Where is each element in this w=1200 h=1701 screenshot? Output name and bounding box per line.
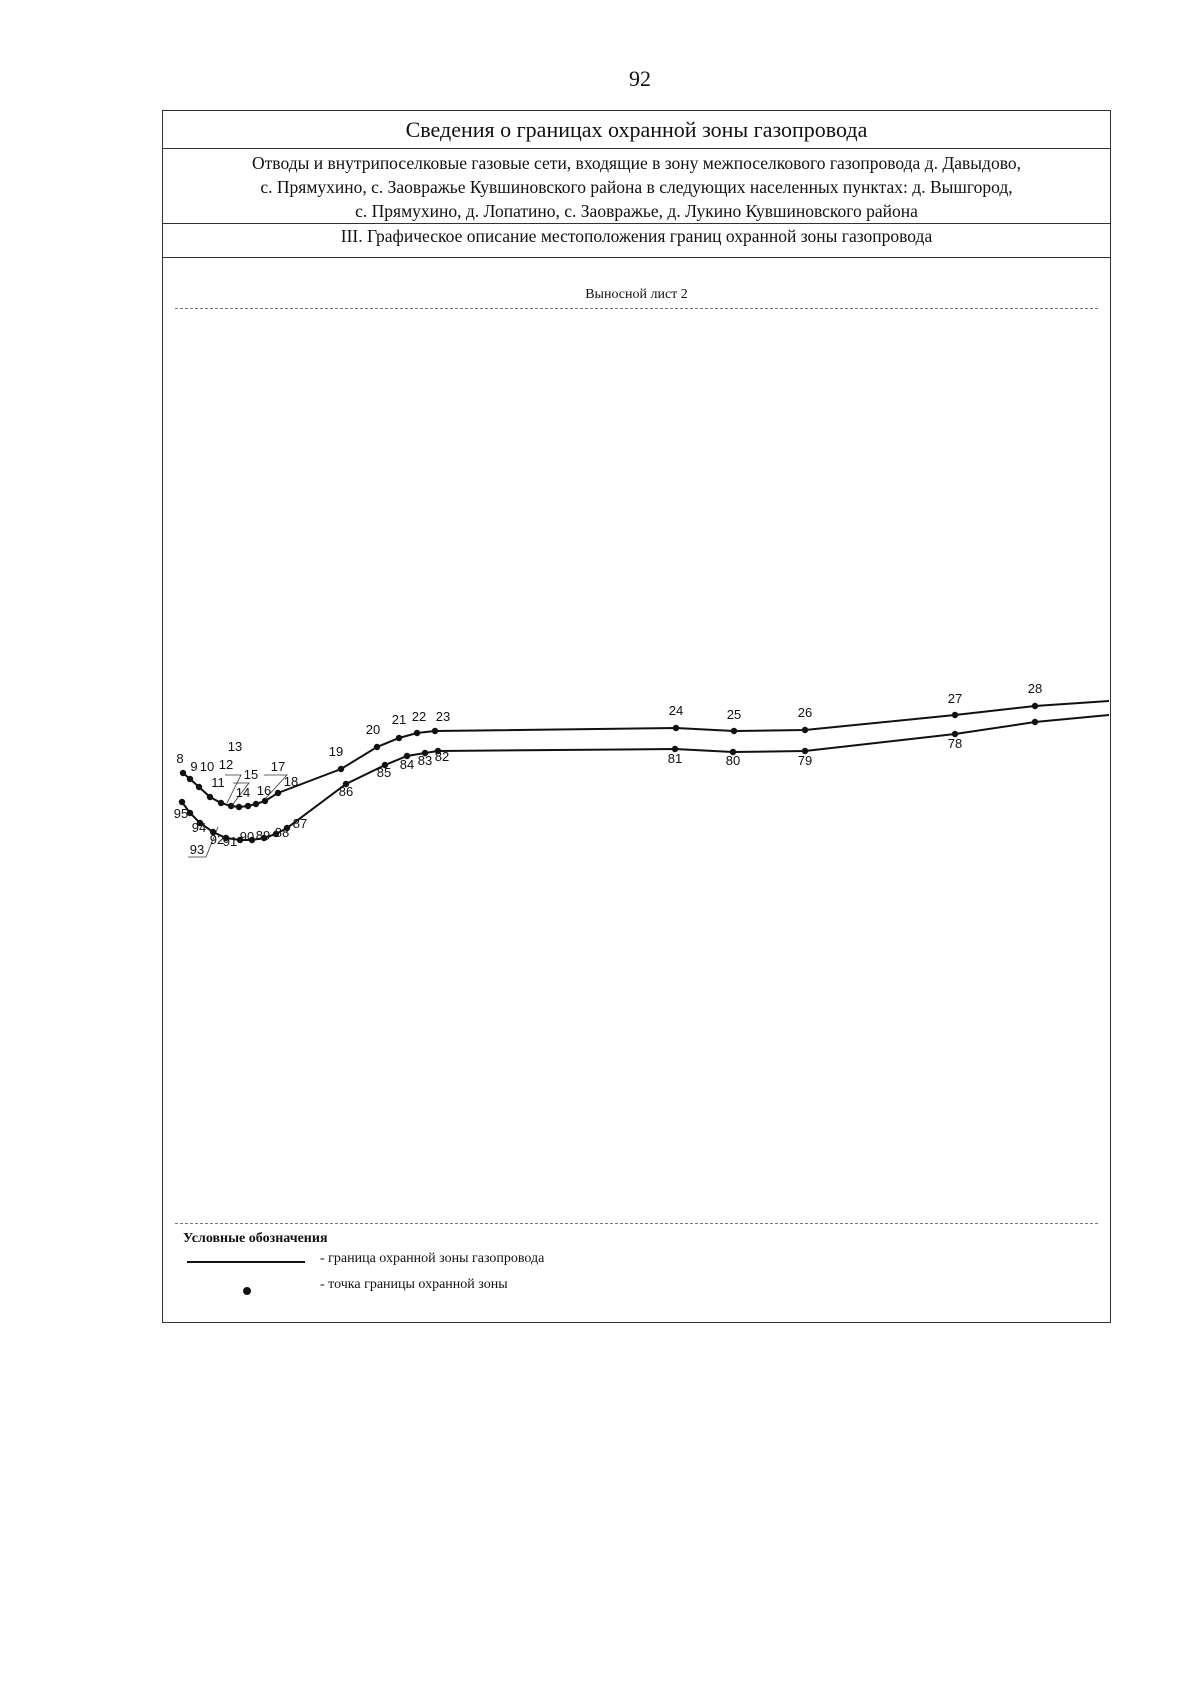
point-label-83: 83 xyxy=(417,753,433,768)
point-label-12: 12 xyxy=(218,757,234,772)
boundary-point-26 xyxy=(802,727,808,733)
boundary-point-20 xyxy=(374,744,380,750)
point-label-14: 14 xyxy=(235,785,251,800)
boundary-point-19 xyxy=(338,766,344,772)
boundary-point-14 xyxy=(236,804,242,810)
boundary-point-9 xyxy=(187,776,193,782)
boundary-point-11 xyxy=(207,794,213,800)
boundary-drawing xyxy=(163,111,1109,1211)
point-label-82: 82 xyxy=(434,749,450,764)
description-line: с. Прямухино, с. Заовражье Кувшиновского района в следующих населенных пунктах: д. Вышгород, xyxy=(260,177,1013,197)
point-label-81: 81 xyxy=(667,751,683,766)
point-label-95: 95 xyxy=(173,806,189,821)
point-label-22: 22 xyxy=(411,709,427,724)
point-label-89: 89 xyxy=(255,828,271,843)
point-label-24: 24 xyxy=(668,703,684,718)
document-title: Сведения о границах охранной зоны газопровода xyxy=(163,111,1110,149)
point-label-28: 28 xyxy=(1027,681,1043,696)
legend-title: Условные обозначения xyxy=(183,1231,328,1246)
point-label-91: 91 xyxy=(222,834,238,849)
point-label-25: 25 xyxy=(726,707,742,722)
point-label-8: 8 xyxy=(176,751,184,766)
point-label-78: 78 xyxy=(947,736,963,751)
point-label-79: 79 xyxy=(797,753,813,768)
point-label-9: 9 xyxy=(190,759,198,774)
boundary-point-25 xyxy=(731,728,737,734)
boundary-point-18 xyxy=(275,790,281,796)
point-label-85: 85 xyxy=(376,765,392,780)
boundary-point-95 xyxy=(179,799,185,805)
legend-dot-symbol xyxy=(243,1287,251,1295)
point-label-93: 93 xyxy=(189,842,205,857)
boundary-point-24 xyxy=(673,725,679,731)
section-title: III. Графическое описание местоположения границ охранной зоны газопровода xyxy=(163,224,1110,258)
legend-line-symbol xyxy=(187,1261,305,1263)
point-label-88: 88 xyxy=(274,825,290,840)
legend-line-label: - граница охранной зоны газопровода xyxy=(320,1251,545,1266)
boundary-point-28 xyxy=(1032,703,1038,709)
description-line: с. Прямухино, д. Лопатино, с. Заовражье, д. Лукино Кувшиновского района xyxy=(355,201,918,221)
boundary-point-22 xyxy=(414,730,420,736)
point-label-80: 80 xyxy=(725,753,741,768)
point-label-27: 27 xyxy=(947,691,963,706)
boundary-point-8 xyxy=(180,770,186,776)
point-label-19: 19 xyxy=(328,744,344,759)
legend-divider xyxy=(175,1223,1098,1224)
boundary-points xyxy=(174,681,1042,857)
description-line: Отводы и внутрипоселковые газовые сети, входящие в зону межпоселкового газопровода д. Давыдово, xyxy=(252,153,1021,173)
boundary-point-15 xyxy=(245,803,251,809)
point-label-18: 18 xyxy=(283,774,299,789)
point-label-15: 15 xyxy=(243,767,259,782)
point-label-94: 94 xyxy=(191,820,207,835)
boundary-point-27 xyxy=(952,712,958,718)
point-label-86: 86 xyxy=(338,784,354,799)
boundary-sheet xyxy=(162,110,1111,1323)
point-label-87: 87 xyxy=(292,816,308,831)
point-label-84: 84 xyxy=(399,757,415,772)
point-label-92: 92 xyxy=(209,832,225,847)
boundary-point-17 xyxy=(262,798,268,804)
sheet-title: Выносной лист 2 xyxy=(585,287,688,302)
point-label-16: 16 xyxy=(256,783,272,798)
boundary-point-23 xyxy=(432,728,438,734)
point-label-21: 21 xyxy=(391,712,407,727)
point-label-90: 90 xyxy=(239,829,255,844)
point-label-17: 17 xyxy=(270,759,286,774)
point-label-13: 13 xyxy=(227,739,243,754)
page-number: 92 xyxy=(629,66,651,91)
boundary-point-21 xyxy=(396,735,402,741)
upper-boundary-line xyxy=(183,701,1109,807)
boundary-point-13 xyxy=(228,803,234,809)
point-label-20: 20 xyxy=(365,722,381,737)
boundary-point-12 xyxy=(218,800,224,806)
point-label-23: 23 xyxy=(435,709,451,724)
point-label-10: 10 xyxy=(199,759,215,774)
legend-dot-label: - точка границы охранной зоны xyxy=(320,1277,508,1292)
point-label-26: 26 xyxy=(797,705,813,720)
boundary-point-10 xyxy=(196,784,202,790)
boundary-point-16 xyxy=(253,801,259,807)
boundary-point-p19 xyxy=(1032,719,1038,725)
point-label-11: 11 xyxy=(211,775,225,790)
